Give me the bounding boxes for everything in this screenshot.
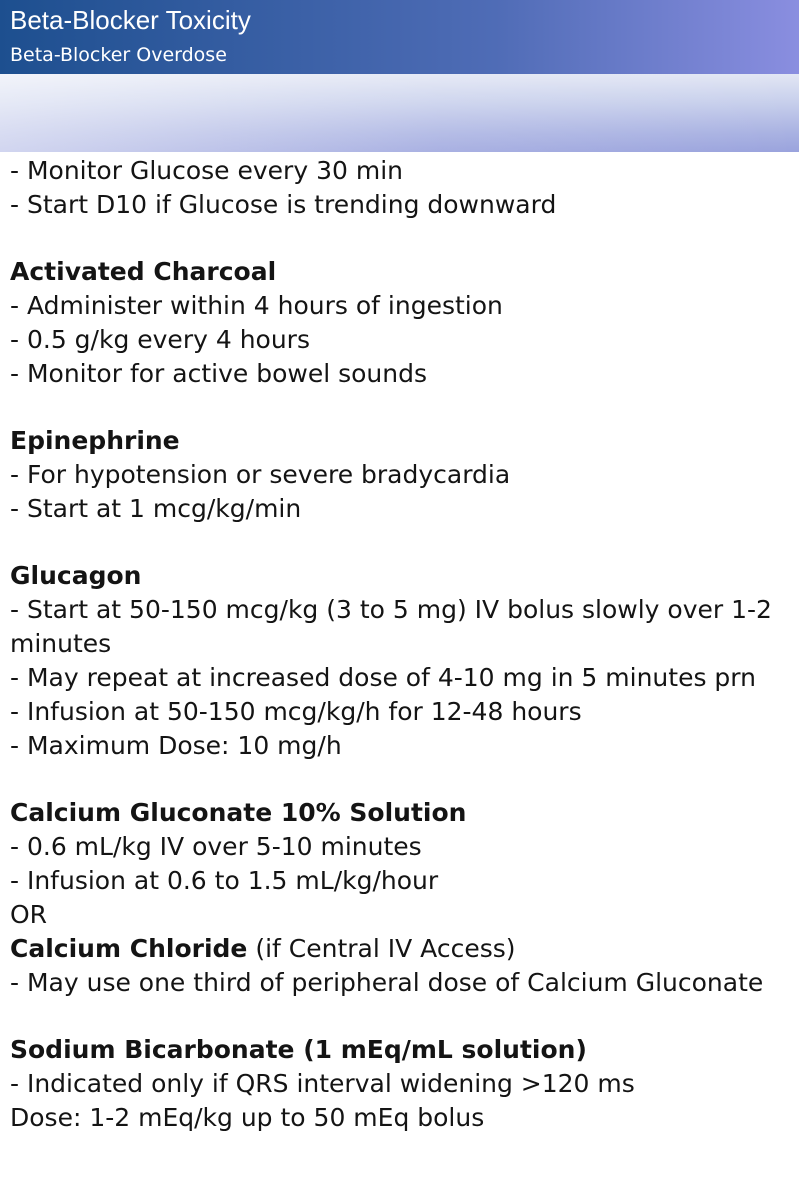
glucose-section bbox=[10, 154, 795, 222]
calcium-chloride-heading: Calcium Chloride bbox=[10, 934, 248, 963]
section-gap bbox=[10, 222, 795, 255]
glucagon-line-repeat: - May repeat at increased dose of 4-10 mg in 5 minutes prn bbox=[10, 663, 756, 692]
section-gap bbox=[10, 391, 795, 424]
glucagon-line-bolus: - Start at 50-150 mcg/kg (3 to 5 mg) IV bolus slowly over 1-2 minutes bbox=[10, 595, 772, 658]
epinephrine-line-indication: - For hypotension or severe bradycardia bbox=[10, 460, 511, 489]
content-body bbox=[10, 154, 795, 1135]
epinephrine-heading: Epinephrine bbox=[10, 426, 180, 455]
calcium-gluconate-heading: Calcium Gluconate 10% Solution bbox=[10, 798, 467, 827]
glucagon-heading: Glucagon bbox=[10, 561, 142, 590]
section-gap bbox=[10, 1000, 795, 1033]
charcoal-line-monitor: - Monitor for active bowel sounds bbox=[10, 359, 427, 388]
calcium-gluconate-line-infusion: - Infusion at 0.6 to 1.5 mL/kg/hour bbox=[10, 866, 439, 895]
charcoal-section bbox=[10, 255, 795, 391]
page-title: Beta-Blocker Toxicity bbox=[10, 5, 251, 35]
calcium-chloride-note: (if Central IV Access) bbox=[247, 934, 516, 963]
glucose-line-monitor: - Monitor Glucose every 30 min bbox=[10, 156, 403, 185]
charcoal-line-dose: - 0.5 g/kg every 4 hours bbox=[10, 325, 310, 354]
section-gap bbox=[10, 763, 795, 796]
glucagon-line-infusion: - Infusion at 50-150 mcg/kg/h for 12-48 hours bbox=[10, 697, 582, 726]
section-gap bbox=[10, 526, 795, 559]
bicarbonate-line-indication: - Indicated only if QRS interval widening >120 ms bbox=[10, 1069, 635, 1098]
bicarbonate-section bbox=[10, 1033, 795, 1135]
bicarbonate-heading: Sodium Bicarbonate (1 mEq/mL solution) bbox=[10, 1035, 587, 1064]
calcium-chloride-line bbox=[10, 932, 795, 966]
calcium-gluconate-line-iv: - 0.6 mL/kg IV over 5-10 minutes bbox=[10, 832, 422, 861]
charcoal-line-timing: - Administer within 4 hours of ingestion bbox=[10, 291, 503, 320]
charcoal-heading: Activated Charcoal bbox=[10, 257, 277, 286]
glucose-line-d10: - Start D10 if Glucose is trending downward bbox=[10, 190, 557, 219]
header-gradient-glow bbox=[0, 74, 799, 152]
calcium-chloride-line-dose: - May use one third of peripheral dose of Calcium Gluconate bbox=[10, 968, 764, 997]
page-subtitle: Beta-Blocker Overdose bbox=[10, 44, 227, 66]
calcium-section bbox=[10, 796, 795, 1000]
glucagon-section bbox=[10, 559, 795, 763]
header-bar bbox=[0, 0, 799, 152]
glucagon-line-max-dose: - Maximum Dose: 10 mg/h bbox=[10, 731, 342, 760]
epinephrine-section bbox=[10, 424, 795, 526]
calcium-or-label: OR bbox=[10, 900, 48, 929]
bicarbonate-line-dose: Dose: 1-2 mEq/kg up to 50 mEq bolus bbox=[10, 1103, 485, 1132]
epinephrine-line-dose: - Start at 1 mcg/kg/min bbox=[10, 494, 302, 523]
